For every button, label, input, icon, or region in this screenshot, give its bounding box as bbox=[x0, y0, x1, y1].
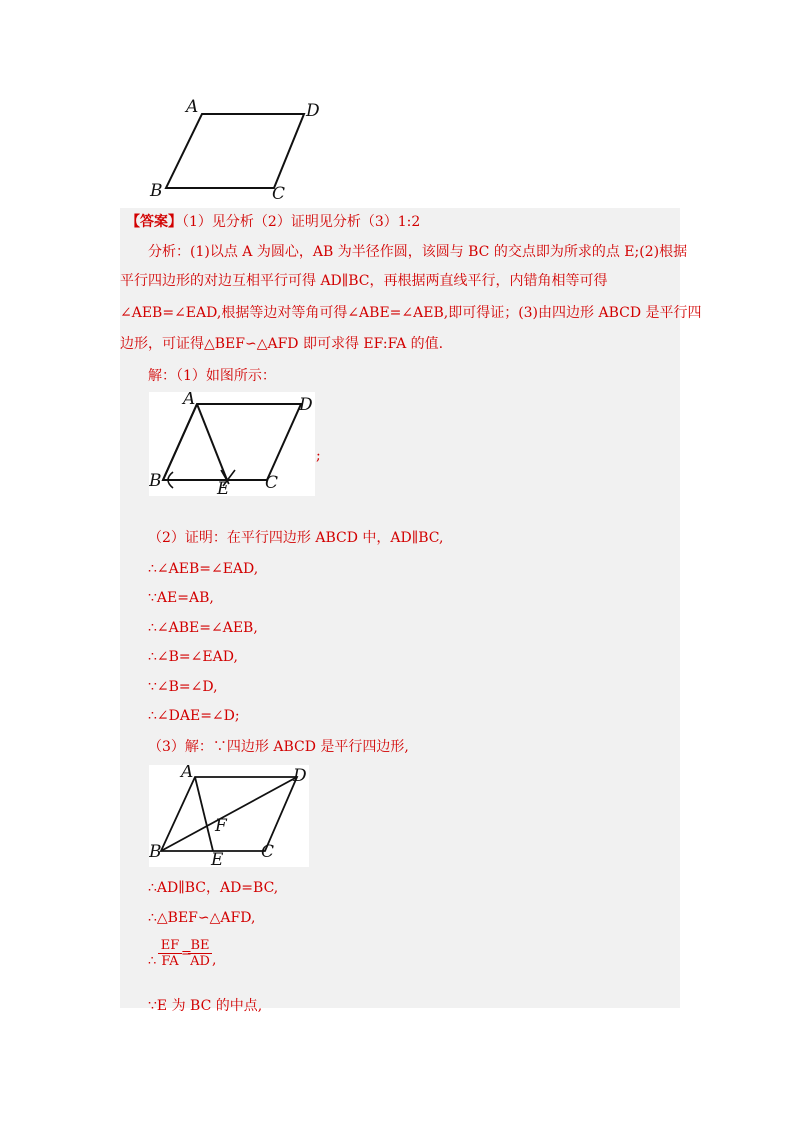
proof-step-4: ∴∠B=∠EAD, bbox=[148, 649, 238, 665]
label-e: E bbox=[211, 850, 224, 867]
label-a: A bbox=[183, 392, 196, 409]
analysis-line-4: 边形，可证得△BEF∽△AFD 即可求得 EF:FA 的值. bbox=[120, 336, 444, 352]
proof-step-6: ∴∠DAE=∠D; bbox=[148, 708, 240, 724]
label-b: B bbox=[149, 471, 162, 491]
step-similar-triangles: ∴△BEF∽△AFD, bbox=[148, 910, 256, 926]
diagonal-bd bbox=[161, 777, 297, 851]
ratio-suffix: , bbox=[212, 952, 217, 968]
solution-part2-intro: （2）证明：在平行四边形 ABCD 中，AD∥BC, bbox=[148, 530, 444, 546]
label-c: C bbox=[265, 473, 279, 493]
step-midpoint: ∵E 为 BC 的中点, bbox=[148, 998, 263, 1014]
parallelogram-shape bbox=[166, 114, 304, 188]
analysis-line-3: ∠AEB=∠EAD,根据等边对等角可得∠ABE=∠AEB,即可得证；(3)由四边形 ABCD 是平行四 bbox=[120, 305, 702, 321]
label-d: D bbox=[293, 766, 307, 786]
fraction-ef-fa bbox=[158, 938, 182, 969]
figure-construction-e bbox=[149, 392, 315, 496]
parallelogram-shape bbox=[163, 404, 301, 480]
analysis-line-1: 分析：(1)以点 A 为圆心，AB 为半径作圆，该圆与 BC 的交点即为所求的点 E;(2)根据 bbox=[148, 244, 688, 260]
proof-step-3: ∴∠ABE=∠AEB, bbox=[148, 620, 258, 636]
fraction-be-ad bbox=[188, 938, 212, 969]
analysis-line-2: 平行四边形的对边互相平行可得 AD∥BC，再根据两直线平行，内错角相等可得 bbox=[120, 273, 608, 289]
figure-parallelogram-abcd bbox=[148, 92, 320, 200]
label-d: D bbox=[306, 101, 320, 121]
proof-step-2: ∵AE=AB, bbox=[148, 590, 214, 606]
figure-intersection-f bbox=[149, 765, 309, 867]
proof-step-5: ∵∠B=∠D, bbox=[148, 679, 218, 695]
figure2-suffix: ; bbox=[316, 448, 321, 464]
label-d: D bbox=[299, 395, 313, 415]
fraction-denominator: FA bbox=[161, 954, 179, 969]
label-a: A bbox=[186, 97, 199, 117]
fraction-denominator: AD bbox=[190, 954, 210, 969]
fraction-numerator: EF bbox=[160, 938, 180, 953]
answer-line bbox=[126, 212, 420, 232]
proof-step-1: ∴∠AEB=∠EAD, bbox=[148, 561, 259, 577]
label-b: B bbox=[149, 842, 162, 862]
solution-part3-intro: （3）解：∵四边形 ABCD 是平行四边形, bbox=[148, 739, 409, 755]
label-a: A bbox=[181, 765, 194, 782]
label-c: C bbox=[272, 184, 286, 200]
segment-ae bbox=[195, 777, 213, 851]
ratio-equals: = bbox=[181, 946, 192, 961]
answer-text: （1）见分析（2）证明见分析（3）1:2 bbox=[182, 214, 421, 230]
label-c: C bbox=[261, 842, 275, 862]
segment-ab bbox=[163, 404, 197, 480]
solution-part1-intro: 解：（1）如图所示： bbox=[148, 368, 276, 384]
label-b: B bbox=[150, 181, 163, 200]
label-f: F bbox=[215, 816, 227, 836]
step-ad-parallel-bc: ∴AD∥BC，AD=BC, bbox=[148, 880, 279, 896]
segment-ae bbox=[197, 404, 227, 480]
answer-tag: 【答案】 bbox=[126, 214, 182, 230]
ratio-prefix: ∴ bbox=[148, 954, 157, 969]
label-e: E bbox=[217, 479, 230, 496]
fraction-numerator: BE bbox=[190, 938, 210, 953]
